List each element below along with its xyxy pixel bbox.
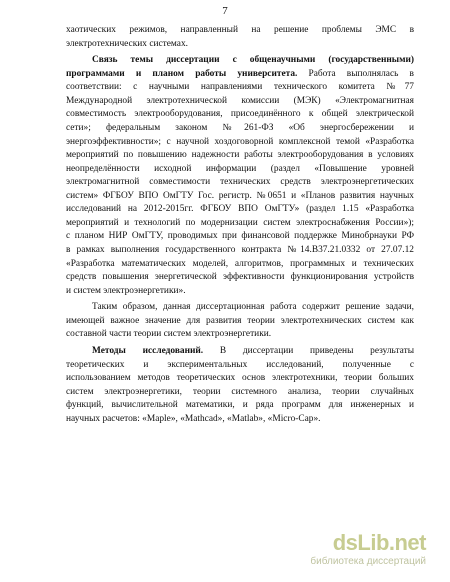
text-line: электротехнических системах. [66, 38, 188, 49]
text-line: мероприятий по повышению надежности работы электрооборудования в условиях [66, 150, 414, 161]
text-span: В диссертации приведены результаты [203, 345, 414, 356]
text-line: в рамках выполнения государственного контракта №14.В37.21.0332 от 27.07.12 [66, 245, 414, 255]
watermark-subtitle: библиотека диссертаций [310, 556, 426, 567]
bold-heading: Методы исследований. [92, 345, 204, 356]
document-body [66, 24, 414, 426]
bold-heading: Связь темы диссертации с общенаучными (государственными) [92, 55, 414, 66]
text-line: систем» ФГБОУ ВПО ОмГТУ Гос. регистр. №0651 и «Планов развития научных [66, 190, 414, 201]
text-line: сети»; федеральным законом №261-ФЗ «Об энергосбережении и [66, 122, 414, 133]
paragraph-chaos-modes [66, 24, 414, 51]
text-line: мероприятий и технологий по модернизации систем электроснабжения России»); [66, 217, 414, 228]
text-line: функций, вычислительной математики, и ряда программ для инженерных и [66, 400, 414, 411]
text-line [66, 68, 414, 82]
text-line: использованием методов теоретических основ электротехники, теории больших [66, 373, 414, 384]
text-line: энергоэффективности»; с научной хоздоговорной комплексной темой «Разработка [66, 136, 414, 147]
bold-heading: программами и планом работы университета. [66, 68, 298, 79]
text-line: имеющей важное значение для развития теории электротехнических систем как [66, 315, 414, 326]
text-line: электромагнитной совместимости технических средств электроэнергетических [66, 177, 414, 188]
text-line: хаотических режимов, направленный на решение проблемы ЭМС в [66, 25, 414, 35]
text-line: «Разработка математических моделей, алгоритмов, программных и технических [66, 258, 414, 269]
watermark-logo: dsLib.net [332, 530, 426, 555]
page-number: 7 [222, 5, 228, 17]
text-line: Таким образом, данная диссертационная работа содержит решение задачи, [92, 302, 414, 313]
text-line: совместимость электрооборудования, присоединённого к общей электрической [66, 109, 414, 120]
watermark [296, 530, 426, 568]
section-heading [66, 54, 414, 68]
paragraph-topic-relation [66, 54, 414, 298]
text-line: средств повышения энергетической эффективности функционирования устройств [66, 272, 414, 283]
text-span: Работа выполнялась в [297, 68, 414, 79]
text-line: соответствии: с научными направлениями технического комитета №77 [66, 82, 414, 93]
text-line: теоретических и экспериментальных исследований, полученные с [66, 359, 414, 370]
text-line: неопределённости исходной информации (раздел «Повышение уровней [66, 163, 414, 174]
paragraph-methods [66, 345, 414, 426]
text-line [66, 345, 414, 359]
text-line: и систем электроэнергетики». [66, 285, 186, 296]
text-line: научных расчетов: «Maple», «Mathcad», «Matlab», «Micro-Cap». [66, 413, 321, 424]
text-line: с планом НИР ОмГТУ, проводимых при финансовой поддержке Минобрнауки РФ [66, 231, 414, 242]
paragraph-conclusion [66, 301, 414, 342]
text-line: Международной электротехнической комиссии (МЭК) «Электромагнитная [66, 95, 414, 106]
text-line: исследований на 2012-2015гг. ФГБОУ ВПО ОмГТУ» (раздел 1.15 «Разработка [66, 204, 414, 215]
text-line: систем электроэнергетики, теории системного анализа, теории случайных [66, 386, 414, 397]
text-line: составной части теории систем электроэнергетики. [66, 329, 272, 340]
